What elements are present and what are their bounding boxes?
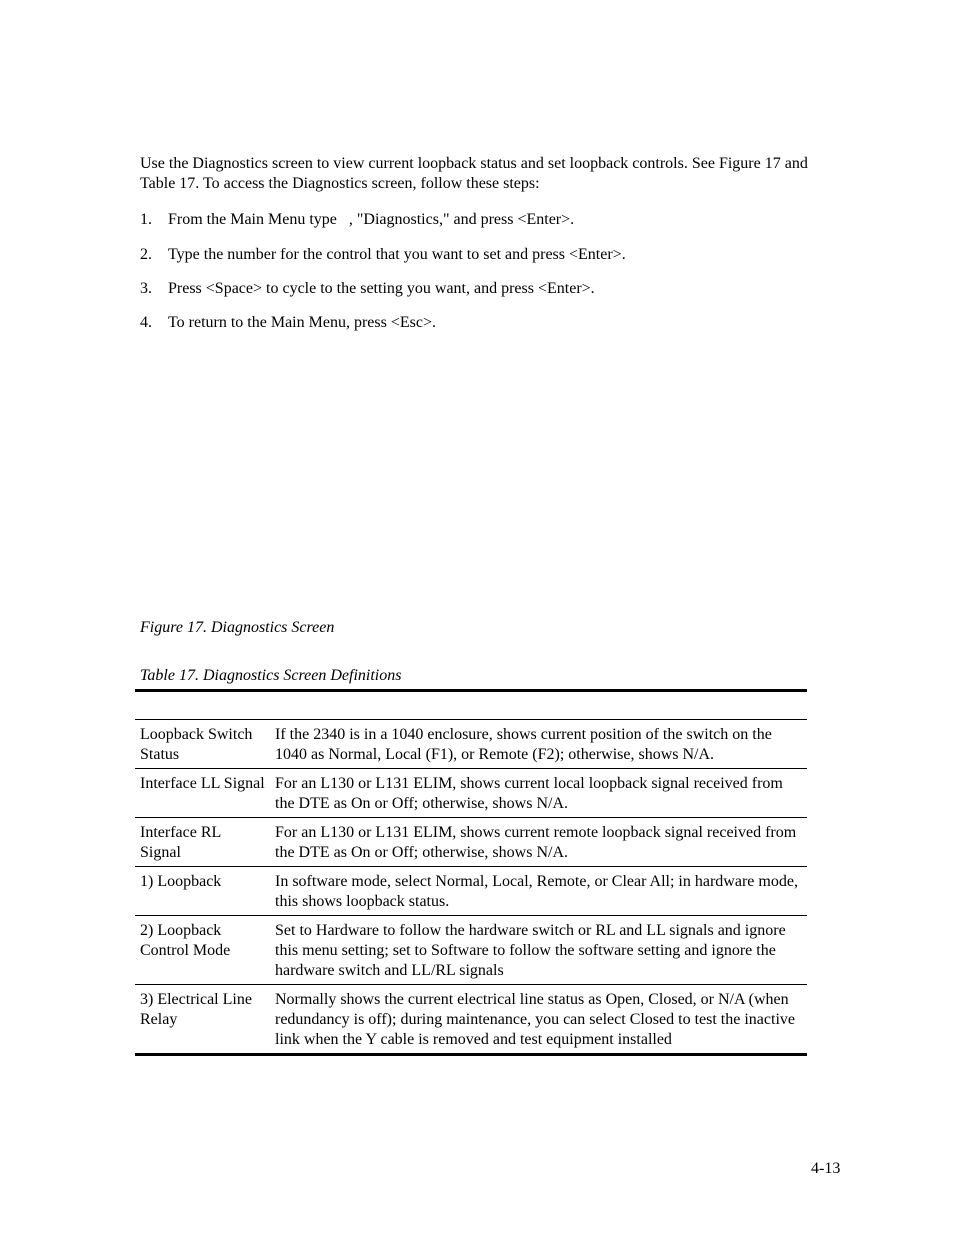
- definition-cell: In software mode, select Normal, Local, Remote, or Clear All; in hardware mode, this shows loopback status.: [270, 867, 807, 916]
- step-item: [140, 313, 436, 333]
- step-number: 1.: [140, 211, 152, 228]
- term-cell: Interface LL Signal: [135, 769, 270, 818]
- step-number: 2.: [140, 246, 152, 263]
- figure-caption: Figure 17. Diagnostics Screen: [140, 619, 335, 636]
- step-item: [140, 210, 574, 230]
- table-top-rule: [135, 689, 807, 692]
- table-row: [135, 916, 807, 985]
- step-text: Type the number for the control that you want to set and press <Enter>.: [168, 246, 626, 263]
- definition-cell: If the 2340 is in a 1040 enclosure, shows current position of the switch on the 1040 as Normal, Local (F1), or Remote (F2); otherwise, shows N/A.: [270, 720, 807, 769]
- table-row: [135, 985, 807, 1055]
- step-item: [140, 279, 595, 299]
- table-row: [135, 818, 807, 867]
- term-cell: 2) Loopback Control Mode: [135, 916, 270, 985]
- term-cell: 3) Electrical Line Relay: [135, 985, 270, 1055]
- step-text: From the Main Menu type , "Diagnostics," and press <Enter>.: [168, 211, 575, 228]
- step-item: [140, 245, 626, 265]
- step-text: To return to the Main Menu, press <Esc>.: [168, 314, 436, 331]
- definition-cell: Set to Hardware to follow the hardware switch or RL and LL signals and ignore this menu setting; set to Software to follow the software setting and ignore the hardware switch and LL/RL signals: [270, 916, 807, 985]
- term-cell: 1) Loopback: [135, 867, 270, 916]
- table-row: [135, 769, 807, 818]
- term-cell: Interface RL Signal: [135, 818, 270, 867]
- definition-cell: For an L130 or L131 ELIM, shows current local loopback signal received from the DTE as On or Off; otherwise, shows N/A.: [270, 769, 807, 818]
- definitions-table: [135, 720, 807, 1056]
- table-row: [135, 720, 807, 769]
- step-number: 3.: [140, 280, 152, 297]
- term-cell: Loopback Switch Status: [135, 720, 270, 769]
- table-row: [135, 867, 807, 916]
- page-number: 4-13: [811, 1160, 841, 1177]
- definition-cell: For an L130 or L131 ELIM, shows current remote loopback signal received from the DTE as On or Off; otherwise, shows N/A.: [270, 818, 807, 867]
- step-text: Press <Space> to cycle to the setting you want, and press <Enter>.: [168, 280, 595, 297]
- table-caption: Table 17. Diagnostics Screen Definitions: [140, 667, 402, 684]
- step-number: 4.: [140, 314, 152, 331]
- intro-paragraph: Use the Diagnostics screen to view current loopback status and set loopback controls. See Figure 17 and Table 17. To access the Diagnostics screen, follow these steps:: [140, 155, 808, 192]
- definition-cell: Normally shows the current electrical line status as Open, Closed, or N/A (when redundancy is off); during maintenance, you can select Closed to test the inactive link when the Y cable is removed and test equipment installed: [270, 985, 807, 1055]
